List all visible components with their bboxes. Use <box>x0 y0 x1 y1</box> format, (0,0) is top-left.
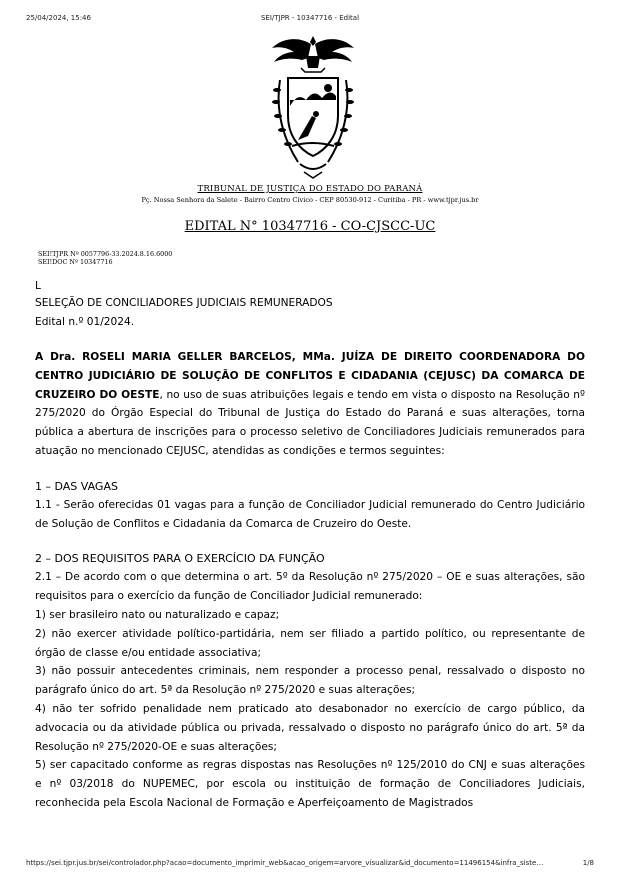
print-url: https://sei.tjpr.jus.br/sei/controlador.php?acao=documento_imprimir_web&acao_origem=arvore_visualizar&id_documento=11496154&infra_siste… <box>26 859 544 867</box>
opening-text: , no uso de suas atribuições legais e tendo em vista o disposto na Resolução nº 275/2020 do Órgão Especial do Tribunal de Justiça do Estado do Paraná e suas alterações, torna pública a abertura de inscrições para o processo seletivo de Conciliadores Judiciais remunerados para atuação no mencionado CEJUSC, atendidas as condições e termos seguintes: <box>35 388 585 457</box>
marker-l: L <box>35 280 41 292</box>
section-2-item: 3) não possuir antecedentes criminais, nem responder a processo penal, ressalvado o disposto no parágrafo único do art. 5ª da Resolução nº 275/2020 e suas alterações; <box>35 665 585 697</box>
section-1-paragraph: 1.1 - Serão oferecidas 01 vagas para a função de Conciliador Judicial remunerado do Centro Judiciário de Solução de Conflitos e Cidadania da Comarca de Cruzeiro do Oeste. <box>35 498 585 530</box>
section-2-item: 5) ser capacitado conforme as regras dispostas nas Resoluções nº 125/2010 do CNJ e suas alterações e nº 03/2018 do NUPEMEC, por escola ou instituição de formação de Conciliadores Judiciais, reconhecida pela Escola Nacional de Formação e Aperfeiçoamento de Magistrados <box>35 759 585 809</box>
print-page-title: SEI/TJPR - 10347716 - Edital <box>260 14 360 22</box>
parana-coat-of-arms-icon <box>268 34 358 184</box>
judge-identification: A Dra. ROSELI MARIA GELLER BARCELOS, MMa. JUÍZA DE DIREITO COORDENADORA DO CENTRO JUDICIÁRIO DE SOLUÇÃO DE CONFLITOS E CIDADANIA (CEJUSC) DA COMARCA DE CRUZEIRO DO OESTE <box>35 351 585 401</box>
print-datetime: 25/04/2024, 15:46 <box>26 14 91 22</box>
section-2-item: 2) não exercer atividade político-partidária, nem ser filiado a partido político, ou representante de órgão de classe e/ou entidade associativa; <box>35 627 585 659</box>
court-name: TRIBUNAL DE JUSTIÇA DO ESTADO DO PARANÁ <box>197 184 423 194</box>
section-1-title: 1 – DAS VAGAS <box>35 479 118 493</box>
section-2-item: 2.1 – De acordo com o que determina o art. 5º da Resolução nº 275/2020 – OE e suas alterações, são requisitos para o exercício da função de Conciliador Judicial remunerado: <box>35 571 585 603</box>
document-body <box>35 278 585 813</box>
print-page-number: 1/8 <box>582 859 594 867</box>
section-2-item: 4) não ter sofrido penalidade nem praticado ato desabonador no exercício de cargo público, da advocacia ou da atividade pública ou privada, ressalvado o disposto no parágrafo único do art. 5ª da Resolução nº 275/2020-OE e suas alterações; <box>35 702 585 753</box>
selection-heading: SELEÇÃO DE CONCILIADORES JUDICIAIS REMUNERADOS <box>35 297 333 309</box>
edital-number: Edital n.º 01/2024. <box>35 316 135 328</box>
section-2-title: 2 – DOS REQUISITOS PARA O EXERCÍCIO DA FUNÇÃO <box>35 552 325 566</box>
document-number: SEI!DOC Nº 10347716 <box>38 258 113 266</box>
process-number: SEI!TJPR Nº 0057796-33.2024.8.16.6000 <box>38 250 173 258</box>
court-address: Pç. Nossa Senhora da Salete - Bairro Centro Cívico - CEP 80530-912 - Curitiba - PR - www.tjpr.jus.br <box>141 196 479 204</box>
edital-title: EDITAL N° 10347716 - CO-CJSCC-UC <box>184 219 436 234</box>
section-2-item: 1) ser brasileiro nato ou naturalizado e capaz; <box>35 608 280 621</box>
opening-paragraph <box>35 348 585 461</box>
